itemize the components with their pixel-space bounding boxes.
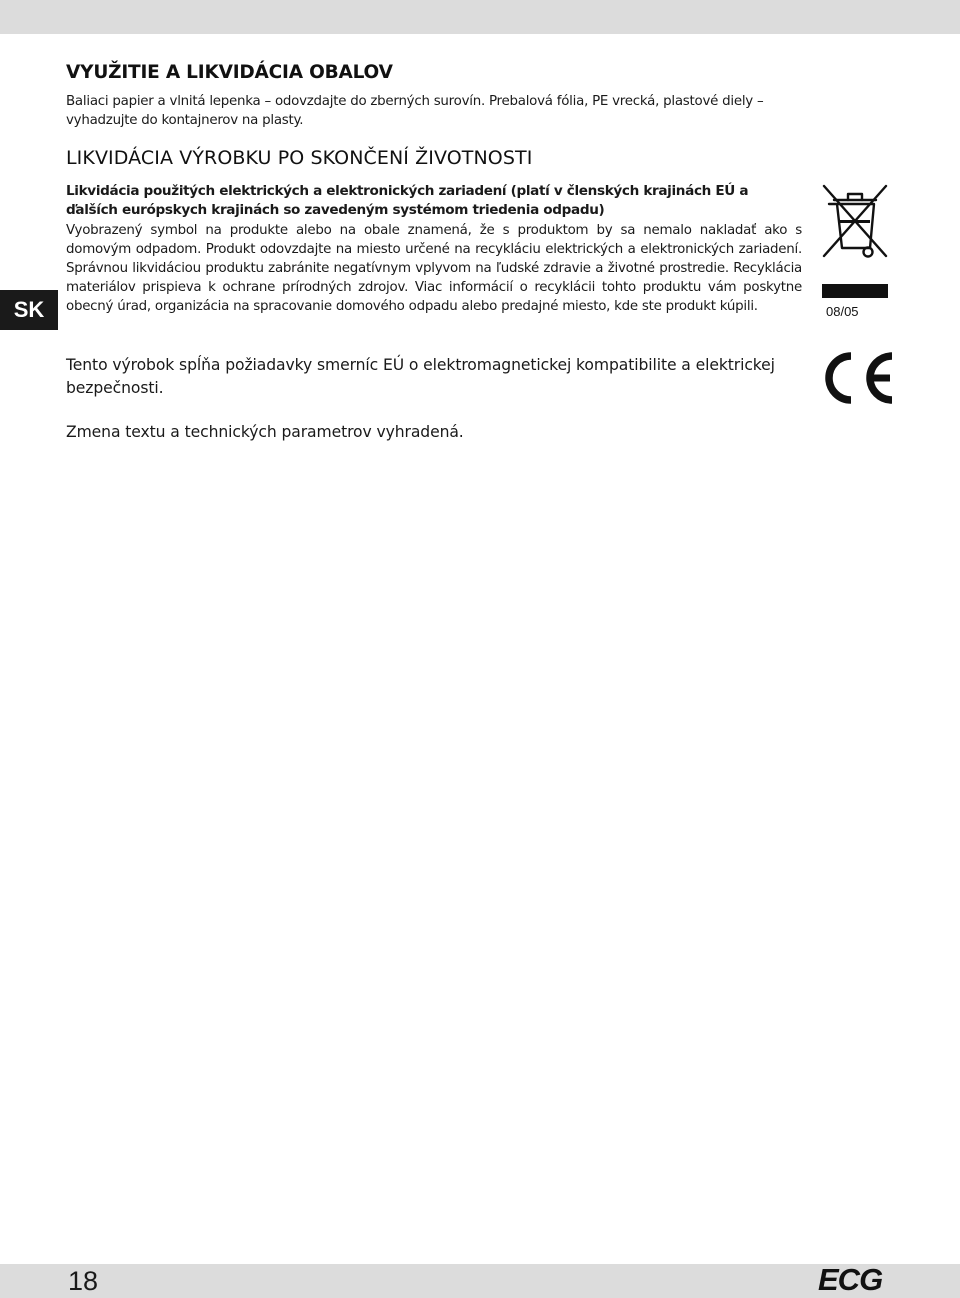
disposal-heading: LIKVIDÁCIA VÝROBKU PO SKONČENÍ ŽIVOTNOSTI bbox=[66, 147, 533, 169]
disposal-subtitle: Likvidácia použitých elektrických a elektronických zariadení (platí v členských krajinách EÚ a ďalších európskych krajinách so zavedeným systémom triedenia odpadu) bbox=[66, 183, 749, 218]
weee-bar bbox=[822, 284, 888, 298]
page-number: 18 bbox=[68, 1266, 99, 1296]
brand-logo: ECG bbox=[818, 1262, 883, 1297]
disposal-text-1-content: Vyobrazený symbol na produkte alebo na obale znamená, že s produktom by sa nemalo nakladať ako s domovým odpadom. Produkt odovzdajte na miesto určené na recykláciu elektrických a elektronických zariadení. Správnou likvidáciou produktu zabránite negatívnym vplyvom na ľudské zdravie a životné prostredie. Recyklácia materiálov prispieva k ochrane prírodných zdrojov. bbox=[66, 223, 802, 295]
footer-band bbox=[0, 1264, 960, 1298]
language-tab: SK bbox=[0, 290, 58, 330]
crossed-out-wheelie-bin-icon bbox=[818, 180, 892, 262]
ce-mark-icon bbox=[818, 350, 896, 406]
compliance-text: Tento výrobok spĺňa požiadavky smerníc EÚ o elektromagnetickej kompatibilite a elektrickej bezpečnosti. bbox=[66, 356, 775, 397]
packaging-heading: VYUŽITIE A LIKVIDÁCIA OBALOV bbox=[66, 62, 393, 83]
disposal-text-1 bbox=[66, 221, 802, 316]
disposal-text-2-content: Viac informácií o recyklácii tohto produktu vám poskytne obecný úrad, organizácia na spracovanie domového odpadu alebo predajné miesto, kde ste produkt kúpili. bbox=[66, 280, 802, 314]
header-band bbox=[0, 0, 960, 34]
packaging-text: Baliaci papier a vlnitá lepenka – odovzdajte do zberných surovín. Prebalová fólia, PE vrecká, plastové diely – vyhadzujte do kontajnerov na plasty. bbox=[66, 94, 764, 128]
weee-date: 08/05 bbox=[826, 304, 859, 319]
notice-text: Zmena textu a technických parametrov vyhradená. bbox=[66, 423, 464, 441]
